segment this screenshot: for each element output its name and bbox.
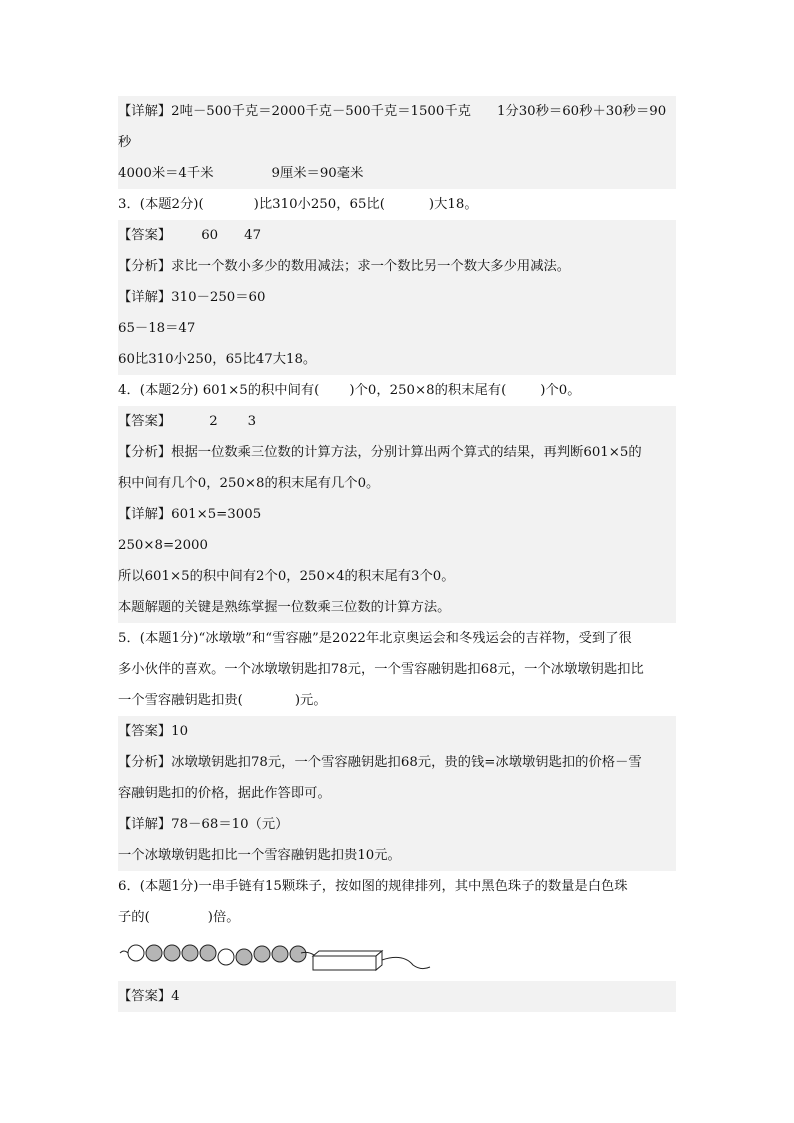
white-bead: [128, 945, 144, 961]
q4-text-3: )个0。: [540, 383, 581, 398]
q4-text-1: 4．(本题2分) 601×5的积中间有(: [118, 383, 320, 398]
bead-group: [128, 945, 306, 965]
q5-text: )元。: [294, 693, 327, 708]
q5-detail-1: [118, 809, 676, 840]
question-5-line-3: [118, 685, 676, 716]
string-start: [120, 951, 128, 953]
detail-text: 【详解】310－250＝60: [118, 290, 266, 305]
conversion-time-unit: 秒: [118, 135, 132, 150]
dark-bead: [200, 945, 216, 961]
analysis-text: 容融钥匙扣的价格，据此作答即可。: [118, 786, 331, 801]
q3-text-3: )大18。: [428, 197, 478, 212]
detail-text: 65－18＝47: [118, 321, 196, 336]
q5-analysis-1: [118, 747, 676, 778]
q4-analysis-1: [118, 437, 676, 468]
q4-answer: [118, 406, 676, 437]
q5-detail-2: [118, 840, 676, 871]
conversion-length-1: 4000米＝4千米: [118, 166, 214, 181]
bracelet-diagram: [118, 933, 448, 981]
q6-text: 6．(本题1分)一串手链有15颗珠子，按如图的规律排列，其中黑色珠子的数量是白色珠: [118, 879, 628, 894]
q4-detail-2: [118, 530, 676, 561]
dark-bead: [272, 946, 288, 962]
detail-line-conversions-2: [118, 127, 676, 158]
q6-answer: [118, 981, 676, 1012]
dark-bead: [290, 946, 306, 962]
q6-text: )倍。: [207, 910, 240, 925]
answer-value-1: 2: [209, 414, 218, 429]
answer-value-2: 47: [244, 228, 262, 243]
detail-line-conversions-1: [118, 96, 676, 127]
dark-bead: [164, 945, 180, 961]
question-5-line-2: [118, 654, 676, 685]
question-6-line-1: [118, 871, 676, 902]
answer-text: 【答案】4: [118, 989, 180, 1004]
q4-detail-3: [118, 561, 676, 592]
analysis-text: 【分析】冰墩墩钥匙扣78元，一个雪容融钥匙扣68元，贵的钱=冰墩墩钥匙扣的价格－雪: [118, 755, 642, 770]
answer-label: 【答案】: [118, 414, 172, 429]
document-page: [118, 96, 676, 1012]
question-5-line-1: [118, 623, 676, 654]
dark-bead: [182, 945, 198, 961]
analysis-text: 【分析】根据一位数乘三位数的计算方法，分别计算出两个算式的结果，再判断601×5的: [118, 445, 642, 460]
detail-line-conversions-3: [118, 158, 676, 189]
string-end: [382, 957, 430, 968]
q5-analysis-2: [118, 778, 676, 809]
conversion-time: 1分30秒＝60秒＋30秒＝90: [496, 104, 667, 119]
q3-text-2: )比310小250，65比(: [253, 197, 385, 212]
q3-answer: [118, 220, 676, 251]
answer-value-2: 3: [247, 414, 257, 429]
white-bead: [218, 949, 234, 965]
q3-detail-1: [118, 282, 676, 313]
q3-analysis: [118, 251, 676, 282]
detail-text: 【详解】78－68＝10（元）: [118, 817, 289, 832]
detail-text: 一个冰墩墩钥匙扣比一个雪容融钥匙扣贵10元。: [118, 848, 401, 863]
q3-detail-3: [118, 344, 676, 375]
analysis-text: 积中间有几个0，250×8的积末尾有几个0。: [118, 476, 380, 491]
answer-label: 【答案】: [118, 228, 172, 243]
bracelet-figure: [118, 933, 676, 981]
conversion-length-2: 9厘米＝90毫米: [271, 166, 364, 181]
analysis-text: 【分析】求比一个数小多少的数用减法；求一个数比另一个数大多少用减法。: [118, 259, 571, 274]
conversion-weight: 【详解】2吨－500千克＝2000千克－500千克＝1500千克: [118, 104, 471, 119]
q3-text-1: 3．(本题2分)(: [118, 197, 204, 212]
q5-answer: [118, 716, 676, 747]
answer-value-1: 60: [201, 228, 219, 243]
detail-text: 250×8=2000: [118, 538, 208, 553]
q4-detail-4: [118, 592, 676, 623]
q5-text: 一个雪容融钥匙扣贵(: [118, 693, 243, 708]
q4-text-2: )个0，250×8的积末尾有(: [349, 383, 507, 398]
question-3: [118, 189, 676, 220]
q3-detail-2: [118, 313, 676, 344]
q4-detail-1: [118, 499, 676, 530]
dark-bead: [236, 949, 252, 965]
q6-text: 子的(: [118, 910, 150, 925]
question-4: [118, 375, 676, 406]
bead-box-icon: [313, 951, 382, 970]
question-6-line-2: [118, 902, 676, 933]
dark-bead: [146, 945, 162, 961]
detail-text: 【详解】601×5=3005: [118, 507, 262, 522]
answer-text: 【答案】10: [118, 724, 189, 739]
detail-text: 本题解题的关键是熟练掌握一位数乘三位数的计算方法。: [118, 600, 451, 615]
q5-text: 多小伙伴的喜欢。一个冰墩墩钥匙扣78元，一个雪容融钥匙扣68元，一个冰墩墩钥匙扣比: [118, 662, 644, 677]
q4-analysis-2: [118, 468, 676, 499]
detail-text: 60比310小250，65比47大18。: [118, 352, 317, 367]
detail-text: 所以601×5的积中间有2个0，250×4的积末尾有3个0。: [118, 569, 455, 584]
q5-text: 5．(本题1分)“冰墩墩”和“雪容融”是2022年北京奥运会和冬残运会的吉祥物，受到了很: [118, 631, 632, 646]
dark-bead: [254, 946, 270, 962]
